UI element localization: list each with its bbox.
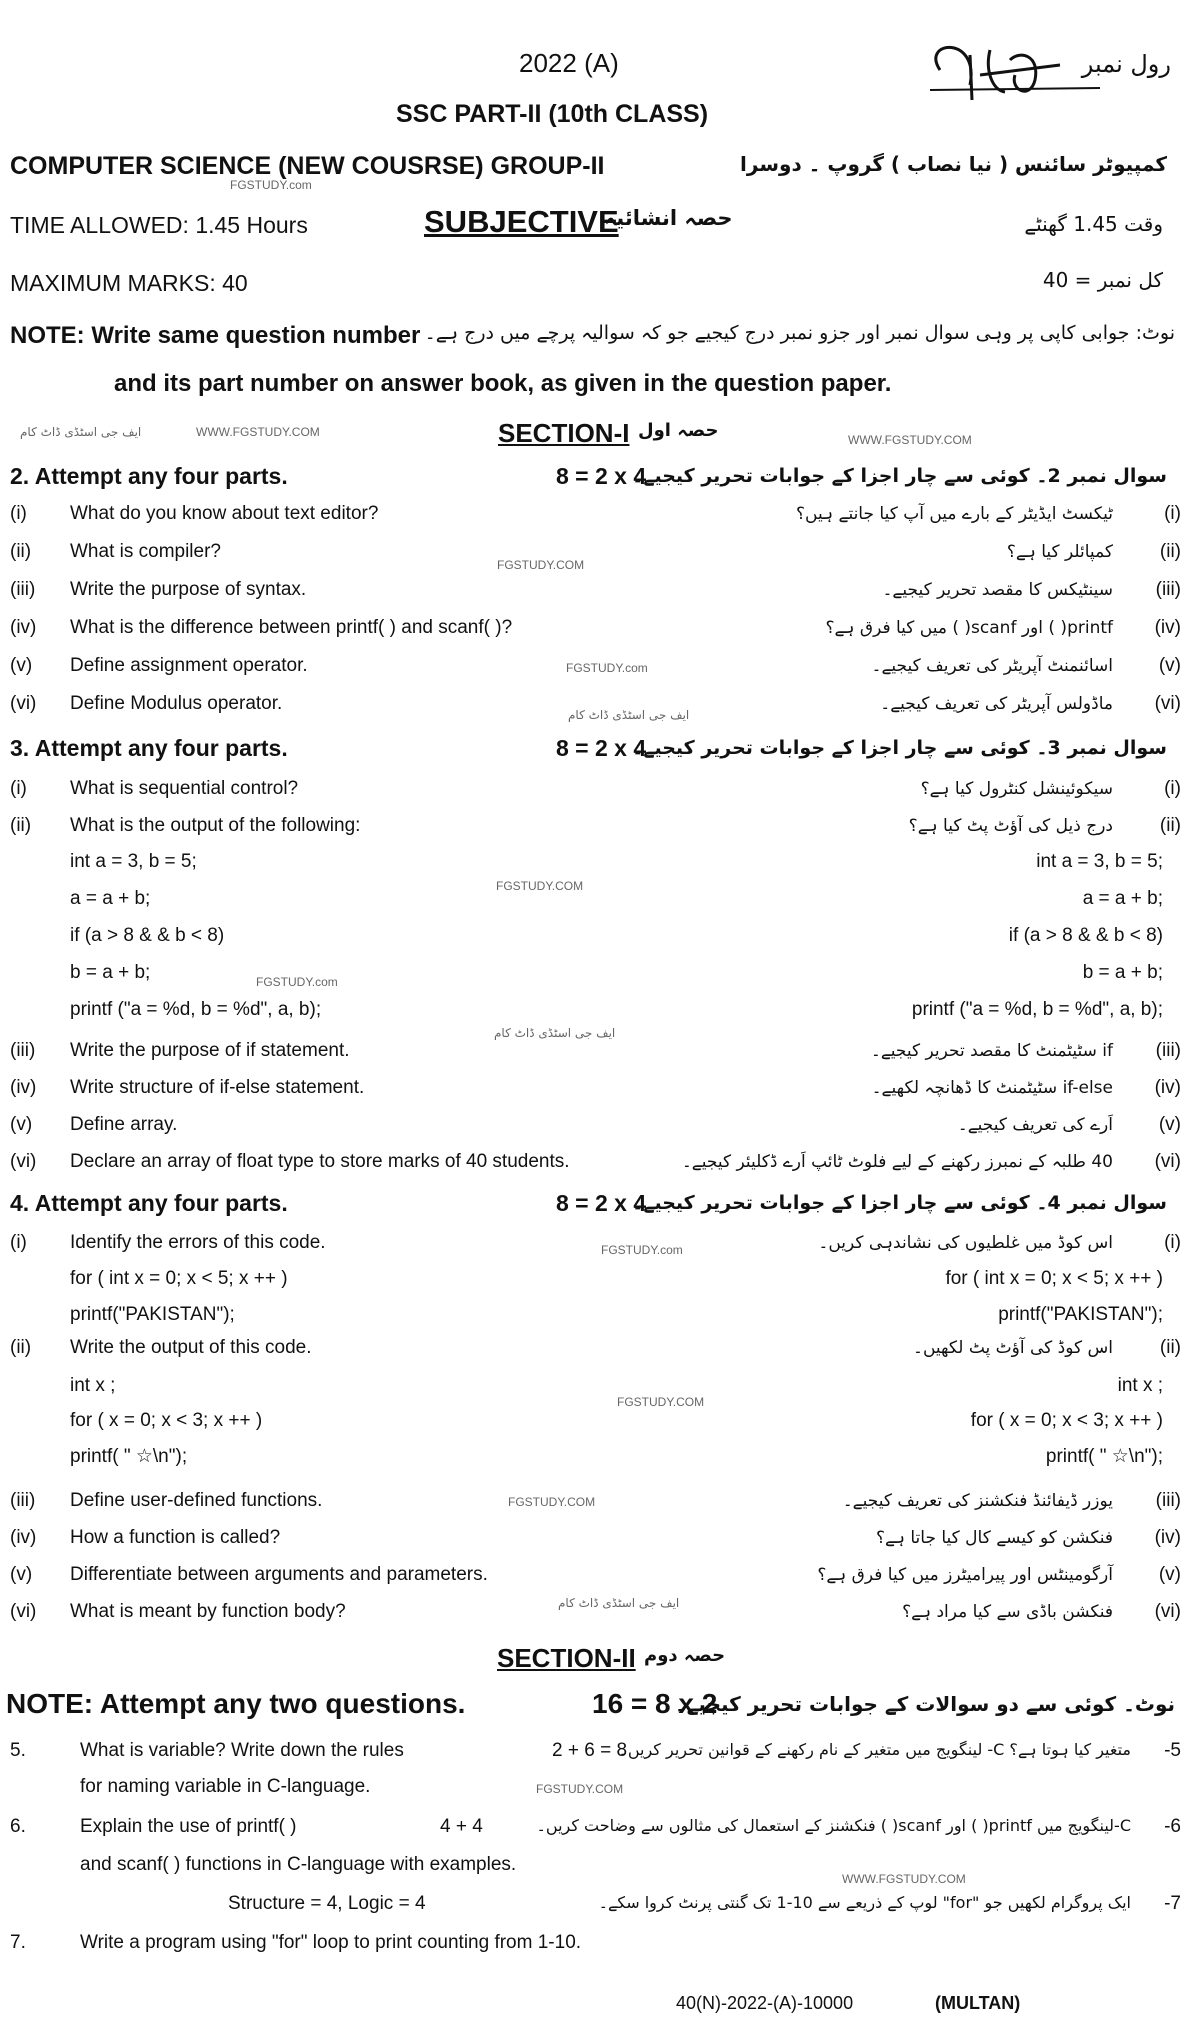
q2-part-number: (iii) — [10, 579, 36, 600]
q4-part-ii-text: Write the output of this code. — [70, 1337, 312, 1358]
watermark: WWW.FGSTUDY.COM — [196, 425, 320, 439]
q3-part-i-urdu: سیکوئینشل کنٹرول کیا ہے؟ — [920, 779, 1113, 799]
time-allowed: TIME ALLOWED: 1.45 Hours — [10, 212, 308, 238]
q4-part-i-number-right: (i) — [1164, 1232, 1181, 1253]
q4-part-text: Differentiate between arguments and parameters. — [70, 1564, 488, 1585]
q3-part-i-text: What is sequential control? — [70, 778, 299, 799]
note-line-2: and its part number on answer book, as given in the question paper. — [114, 370, 892, 397]
q3-marks: 8 = 2 x 4 — [556, 735, 647, 761]
watermark-urdu: ایف جی اسٹڈی ڈاٹ کام — [558, 1596, 680, 1610]
code-line-right: int a = 3, b = 5; — [1036, 851, 1163, 872]
code-line-right: for ( x = 0; x < 3; x ++ ) — [970, 1410, 1163, 1431]
watermark: FGSTUDY.COM — [536, 1782, 624, 1796]
q4-heading-urdu: سوال نمبر 4۔ کوئی سے چار اجزا کے جوابات تحریر کیجیے۔ — [632, 1192, 1167, 1214]
footer-code: 40(N)-2022-(A)-10000 — [676, 1993, 854, 2013]
q2-part-text: What is compiler? — [70, 541, 221, 562]
q3-part-number: (vi) — [10, 1151, 37, 1172]
q6-urdu: C-لینگویج میں printf( ) اور scanf( ) فنکشنز کے استعمال کی مثالوں سے وضاحت کریں۔ — [536, 1816, 1131, 1835]
q2-part-number: (v) — [10, 655, 33, 676]
q4-part-ii-number-right: (ii) — [1159, 1337, 1181, 1358]
q3-part-text: Declare an array of float type to store marks of 40 students. — [70, 1151, 570, 1172]
code-line-right: for ( int x = 0; x < 5; x ++ ) — [945, 1268, 1163, 1289]
watermark-urdu: ایف جی اسٹڈی ڈاٹ کام — [494, 1026, 616, 1040]
section-2-marks: 16 = 8 x 2 — [592, 1688, 718, 1719]
q3-part-i-number: (i) — [10, 778, 27, 799]
q3-part-i-number-right: (i) — [1164, 778, 1181, 799]
q2-part-number: (ii) — [10, 541, 32, 562]
section-2-note — [6, 1688, 465, 1720]
q4-part-i-number: (i) — [10, 1232, 27, 1253]
q4-part-ii-number: (ii) — [10, 1337, 32, 1358]
subject-title-urdu: کمپیوٹر سائنس ( نیا نصاب ) گروپ ۔ دوسرا — [740, 152, 1167, 176]
q3-part-number-right: (vi) — [1154, 1151, 1181, 1172]
code-line-right: a = a + b; — [1082, 888, 1163, 909]
code-line-right: b = a + b; — [1082, 962, 1163, 983]
code-line-right: printf( " ☆\n"); — [1045, 1446, 1163, 1467]
q6-line-1: Explain the use of printf( ) — [80, 1816, 297, 1837]
code-line-right: printf ("a = %d, b = %d", a, b); — [911, 999, 1163, 1020]
watermark: FGSTUDY.COM — [508, 1495, 596, 1509]
watermark: FGSTUDY.com — [566, 661, 648, 675]
q3-part-number-right: (iv) — [1154, 1077, 1181, 1098]
section-2-note-urdu: نوٹ۔ کوئی سے دو سوالات کے جوابات تحریر کیجیے۔ — [674, 1692, 1175, 1716]
q2-part-urdu: اسائنمنٹ آپریٹر کی تعریف کیجیے۔ — [871, 656, 1113, 676]
q4-heading: 4. Attempt any four parts. — [10, 1190, 288, 1216]
q4-part-urdu: یوزر ڈیفائنڈ فنکشنز کی تعریف کیجیے۔ — [842, 1491, 1113, 1511]
q5-urdu: متغیر کیا ہوتا ہے؟ C- لینگویج میں متغیر کے نام رکھنے کے قوانین تحریر کریں۔ — [618, 1740, 1131, 1759]
q6-marks: 4 + 4 — [440, 1816, 483, 1837]
q3-part-ii-text: What is the output of the following: — [70, 815, 361, 836]
q5-number-urdu: -5 — [1164, 1740, 1181, 1761]
section-2-title-urdu: حصہ دوم — [644, 1645, 726, 1666]
code-line: for ( int x = 0; x < 5; x ++ ) — [70, 1268, 288, 1289]
marks-urdu: کل نمبر = 40 — [1042, 268, 1163, 292]
section-2-note-text: Attempt any two questions. — [99, 1688, 466, 1719]
q3-part-ii-urdu: درج ذیل کی آؤٹ پٹ کیا ہے؟ — [908, 816, 1113, 836]
section-2-note-label: NOTE: — [6, 1688, 94, 1719]
code-line: for ( x = 0; x < 3; x ++ ) — [70, 1410, 263, 1431]
watermark: FGSTUDY.COM — [497, 558, 585, 572]
q3-heading: 3. Attempt any four parts. — [10, 735, 288, 761]
note-text: Write same question number — [91, 322, 421, 349]
q5-marks: 2 + 6 = 8 — [552, 1740, 628, 1761]
q5-line-2: for naming variable in C-language. — [80, 1776, 371, 1797]
q4-part-text: How a function is called? — [70, 1527, 281, 1548]
watermark: WWW.FGSTUDY.COM — [848, 433, 972, 447]
code-line: printf( " ☆\n"); — [70, 1446, 188, 1467]
watermark: FGSTUDY.com — [256, 975, 338, 989]
q2-part-text: Write the purpose of syntax. — [70, 579, 307, 600]
q4-part-i-text: Identify the errors of this code. — [70, 1232, 326, 1253]
q7-number: 7. — [10, 1932, 26, 1953]
q2-marks: 8 = 2 x 4 — [556, 463, 647, 489]
q3-part-number: (iii) — [10, 1040, 36, 1061]
q4-part-number-right: (v) — [1158, 1564, 1181, 1585]
watermark: WWW.FGSTUDY.COM — [842, 1872, 966, 1886]
q2-part-number-right: (i) — [1164, 503, 1181, 524]
code-line-right: if (a > 8 & & b < 8) — [1008, 925, 1163, 946]
q2-part-urdu: printf( ) اور scanf( ) میں کیا فرق ہے؟ — [825, 618, 1113, 638]
watermark: FGSTUDY.com — [230, 178, 312, 192]
q2-part-number-right: (iv) — [1154, 617, 1181, 638]
q3-part-text: Write structure of if-else statement. — [70, 1077, 365, 1098]
q4-part-number-right: (iii) — [1155, 1490, 1181, 1511]
code-line: b = a + b; — [70, 962, 151, 983]
note-urdu: نوٹ: جوابی کاپی پر وہی سوال نمبر اور جزو نمبر درج کیجیے جو کہ سوالیہ پرچے میں درج ہے۔ — [424, 322, 1175, 344]
subjective-heading-urdu: حصہ انشائیہ — [604, 206, 733, 230]
q4-part-text: Define user-defined functions. — [70, 1490, 323, 1511]
q7-number-urdu: -7 — [1164, 1893, 1181, 1914]
code-line-right: int x ; — [1117, 1375, 1163, 1396]
q2-part-number-right: (ii) — [1159, 541, 1181, 562]
q3-part-number-right: (iii) — [1155, 1040, 1181, 1061]
q4-part-number-right: (iv) — [1154, 1527, 1181, 1548]
q7-line-1: Write a program using "for" loop to print counting from 1-10. — [80, 1932, 582, 1953]
q2-part-number-right: (iii) — [1155, 579, 1181, 600]
q2-part-urdu: ٹیکسٹ ایڈیٹر کے بارے میں آپ کیا جانتے ہیں؟ — [796, 504, 1113, 524]
watermark-urdu: ایف جی اسٹڈی ڈاٹ کام — [20, 425, 142, 439]
code-line: int x ; — [70, 1375, 116, 1396]
q3-heading-urdu: سوال نمبر 3۔ کوئی سے چار اجزا کے جوابات تحریر کیجیے۔ — [632, 737, 1167, 759]
q3-part-urdu: if-else سٹیٹمنٹ کا ڈھانچہ لکھیے۔ — [871, 1078, 1113, 1098]
q2-part-number-right: (vi) — [1154, 693, 1181, 714]
code-line: int a = 3, b = 5; — [70, 851, 197, 872]
q3-part-text: Write the purpose of if statement. — [70, 1040, 350, 1061]
paper-class: SSC PART-II (10th CLASS) — [396, 100, 709, 128]
q4-part-number-right: (vi) — [1154, 1601, 1181, 1622]
paper-year: 2022 (A) — [519, 48, 619, 78]
q6-number: 6. — [10, 1816, 26, 1837]
code-line: if (a > 8 & & b < 8) — [70, 925, 225, 946]
note-label: NOTE: — [10, 322, 85, 349]
q3-part-ii-number: (ii) — [10, 815, 32, 836]
roll-number-label: رول نمبر — [1081, 50, 1171, 78]
q3-part-ii-number-right: (ii) — [1159, 815, 1181, 836]
q2-heading: 2. Attempt any four parts. — [10, 463, 288, 489]
q6-number-urdu: -6 — [1164, 1816, 1181, 1837]
maximum-marks: MAXIMUM MARKS: 40 — [10, 270, 248, 296]
q2-part-number-right: (v) — [1158, 655, 1181, 676]
code-line: printf("PAKISTAN"); — [70, 1304, 235, 1325]
q3-part-urdu: if سٹیٹمنٹ کا مقصد تحریر کیجیے۔ — [870, 1041, 1113, 1061]
subjective-heading: SUBJECTIVE — [424, 204, 619, 239]
section-2-title: SECTION-II — [497, 1643, 636, 1673]
q4-marks: 8 = 2 x 4 — [556, 1190, 647, 1216]
watermark: FGSTUDY.COM — [617, 1395, 705, 1409]
q3-part-text: Define array. — [70, 1114, 178, 1135]
q2-part-text: Define Modulus operator. — [70, 693, 283, 714]
q2-part-number: (i) — [10, 503, 27, 524]
code-line: a = a + b; — [70, 888, 151, 909]
q4-part-ii-urdu: اس کوڈ کی آؤٹ پٹ لکھیں۔ — [913, 1338, 1113, 1358]
time-urdu: وقت 1.45 گھنٹے — [1024, 212, 1163, 236]
q4-part-number: (v) — [10, 1564, 33, 1585]
q4-part-number: (iii) — [10, 1490, 36, 1511]
q2-part-number: (iv) — [10, 617, 37, 638]
q2-part-urdu: کمپائلر کیا ہے؟ — [1006, 542, 1113, 562]
footer-board: (MULTAN) — [935, 1993, 1021, 2013]
watermark-urdu: ایف جی اسٹڈی ڈاٹ کام — [568, 708, 690, 722]
q2-part-urdu: سینٹیکس کا مقصد تحریر کیجیے۔ — [882, 580, 1113, 600]
signature-mark — [910, 30, 1110, 110]
watermark: FGSTUDY.COM — [496, 879, 584, 893]
q2-part-urdu: ماڈولس آپریٹر کی تعریف کیجیے۔ — [880, 694, 1113, 714]
q6-line-2: and scanf( ) functions in C-language with examples. — [80, 1854, 517, 1875]
note-line-1 — [10, 322, 420, 350]
q4-part-number: (vi) — [10, 1601, 37, 1622]
q3-part-number: (v) — [10, 1114, 33, 1135]
q4-part-text: What is meant by function body? — [70, 1601, 346, 1622]
q5-number: 5. — [10, 1740, 26, 1761]
subject-title: COMPUTER SCIENCE (NEW COUSRSE) GROUP-II — [10, 152, 605, 180]
q4-part-number: (iv) — [10, 1527, 37, 1548]
q2-part-text: Define assignment operator. — [70, 655, 308, 676]
q7-urdu: ایک پروگرام لکھیں جو "for" لوپ کے ذریعے سے 10-1 تک گنتی پرنٹ کروا سکے۔ — [598, 1893, 1131, 1912]
code-line: printf ("a = %d, b = %d", a, b); — [70, 999, 322, 1020]
q2-heading-urdu: سوال نمبر 2۔ کوئی سے چار اجزا کے جوابات تحریر کیجیے۔ — [632, 465, 1167, 487]
q7-marks: Structure = 4, Logic = 4 — [228, 1893, 426, 1914]
q4-part-urdu: فنکشن باڈی سے کیا مراد ہے؟ — [902, 1602, 1113, 1622]
q3-part-number: (iv) — [10, 1077, 37, 1098]
q2-part-text: What do you know about text editor? — [70, 503, 379, 524]
section-1-title: SECTION-I — [498, 418, 630, 448]
q4-part-i-urdu: اس کوڈ میں غلطیوں کی نشاندہی کریں۔ — [818, 1233, 1113, 1253]
q3-part-number-right: (v) — [1158, 1114, 1181, 1135]
q3-part-urdu: 40 طلبہ کے نمبرز رکھنے کے لیے فلوٹ ٹائپ اَرے ڈکلیئر کیجیے۔ — [681, 1152, 1113, 1172]
watermark: FGSTUDY.com — [601, 1243, 683, 1257]
q2-part-number: (vi) — [10, 693, 37, 714]
section-1-title-urdu: حصہ اول — [638, 420, 719, 441]
q4-part-urdu: فنکشن کو کیسے کال کیا جاتا ہے؟ — [876, 1528, 1113, 1548]
q2-part-text: What is the difference between printf( ) and scanf( )? — [70, 617, 513, 638]
q3-part-urdu: اَرے کی تعریف کیجیے۔ — [957, 1115, 1113, 1135]
q5-line-1: What is variable? Write down the rules — [80, 1740, 404, 1761]
code-line-right: printf("PAKISTAN"); — [998, 1304, 1163, 1325]
q4-part-urdu: آرگومینٹس اور پیرامیٹرز میں کیا فرق ہے؟ — [817, 1565, 1113, 1585]
